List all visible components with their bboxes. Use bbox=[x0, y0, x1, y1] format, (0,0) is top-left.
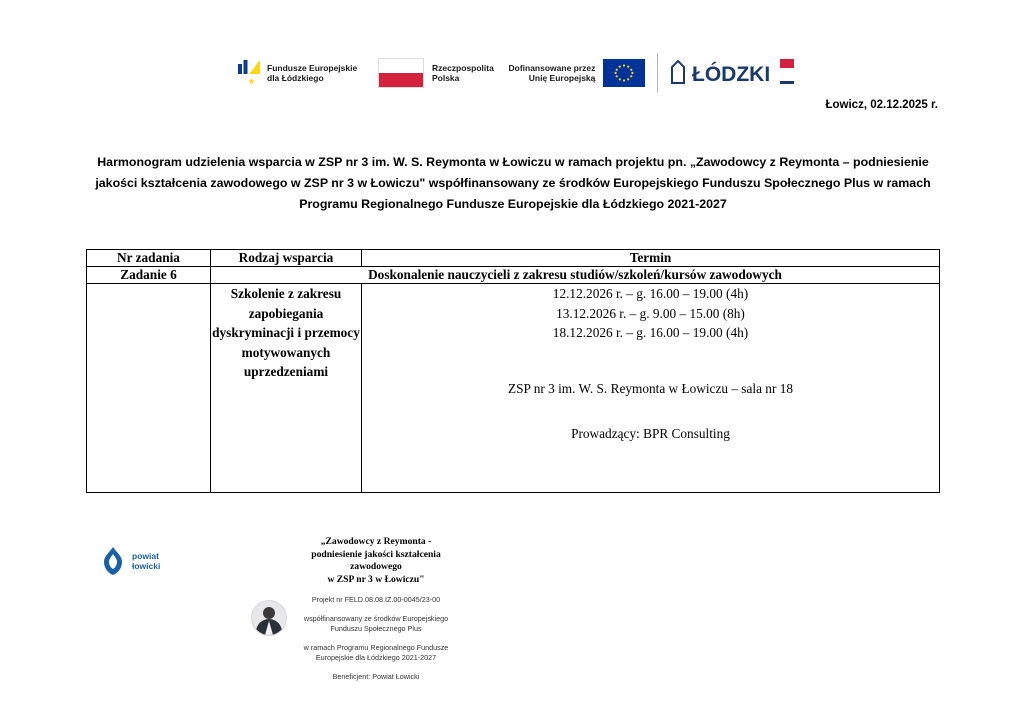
powiat-lowicki-label: powiat łowicki bbox=[132, 551, 161, 571]
column-header-task-number: Nr zadania bbox=[87, 250, 211, 267]
footer-project-details bbox=[246, 595, 506, 682]
footer-project-info bbox=[246, 536, 506, 682]
eu-flag-icon bbox=[603, 59, 645, 87]
term-dates bbox=[362, 284, 939, 343]
cell-task-description: Doskonalenie nauczycieli z zakresu studiów/szkoleń/kursów zawodowych bbox=[211, 267, 940, 284]
term-trainer: Prowadzący: BPR Consulting bbox=[571, 426, 730, 441]
term-date-3: 18.12.2026 r. – g. 16.00 – 19.00 (4h) bbox=[552, 325, 749, 340]
svg-text:ŁÓDZKI: ŁÓDZKI bbox=[692, 63, 771, 86]
european-union-logo bbox=[508, 51, 645, 95]
cell-term bbox=[362, 284, 940, 493]
term-location: ZSP nr 3 im. W. S. Reymonta w Łowiczu – sala nr 18 bbox=[508, 380, 793, 396]
footer-programme-line-2: Europejskie dla Łódzkiego 2021-2027 bbox=[315, 653, 437, 663]
lodzkie-wordmark-icon bbox=[670, 57, 798, 89]
cell-task-number: Zadanie 6 bbox=[87, 267, 211, 284]
footer-programme-line-1: w ramach Programu Regionalnego Fundusze bbox=[303, 642, 449, 652]
fundusze-europejskie-label: Fundusze Europejskie dla Łódzkiego bbox=[267, 63, 358, 83]
fundusze-europejskie-icon bbox=[238, 58, 260, 88]
table-header-row bbox=[87, 250, 940, 267]
powiat-lowicki-logo bbox=[100, 546, 160, 576]
footer-cofinancing-line-1: współfinansowany ze środków Europejskiego bbox=[303, 613, 449, 623]
lodzkie-logo bbox=[670, 51, 798, 95]
footer-cofinancing bbox=[246, 614, 506, 635]
table-row-detail bbox=[87, 284, 940, 493]
footer-project-number: Projekt nr FELD.08.08.IZ.00-0045/23-00 bbox=[311, 595, 441, 605]
table-row-task bbox=[87, 267, 940, 284]
fundusze-europejskie-logo bbox=[238, 51, 357, 95]
cell-support-type: Szkolenie z zakresu zapobiegania dyskryminacji i przemocy motywowanych uprzedzeniami bbox=[211, 284, 362, 493]
footer-programme bbox=[246, 643, 506, 664]
column-header-support-type: Rodzaj wsparcia bbox=[211, 250, 362, 267]
footer-cofinancing-line-2: Funduszu Społecznego Plus bbox=[330, 624, 422, 634]
schedule-table bbox=[86, 249, 940, 493]
rzeczpospolita-polska-logo bbox=[378, 51, 494, 95]
document-footer bbox=[0, 536, 1024, 681]
term-date-2: 13.12.2026 r. – g. 9.00 – 15.00 (8h) bbox=[556, 305, 745, 321]
cell-empty-task bbox=[87, 284, 211, 493]
column-header-term: Termin bbox=[362, 250, 940, 267]
polish-flag-icon bbox=[378, 58, 424, 88]
rzeczpospolita-polska-label: Rzeczpospolita Polska bbox=[431, 63, 494, 83]
european-union-label: Dofinansowane przez Unię Europejską bbox=[508, 63, 596, 83]
header-logo-bar bbox=[238, 48, 798, 98]
term-date-1: 12.12.2026 r. – g. 16.00 – 19.00 (4h) bbox=[552, 286, 749, 301]
page-title: Harmonogram udzielenia wsparcia w ZSP nr 3 im. W. S. Reymonta w Łowiczu w ramach projektu pn. „Zawodowcy z Reymonta – podniesienie jakości kształcenia zawodowego w ZSP nr 3 w Łowiczu" współfinansowany ze środków Europejskiego Funduszu Społecznego Plus w ramach Programu Regionalnego Fundusze Europejskie dla Łódzkiego 2021-2027 bbox=[95, 155, 931, 211]
document-date: Łowicz, 02.12.2025 r. bbox=[825, 99, 938, 111]
footer-beneficiary: Beneficjent: Powiat Łowicki bbox=[332, 671, 420, 681]
footer-project-title: „Zawodowcy z Reymonta - podniesienie jakości kształcenia zawodowego w ZSP nr 3 w Łowiczu" bbox=[311, 536, 441, 585]
powiat-crest-icon bbox=[100, 546, 126, 576]
logo-divider bbox=[657, 53, 658, 93]
